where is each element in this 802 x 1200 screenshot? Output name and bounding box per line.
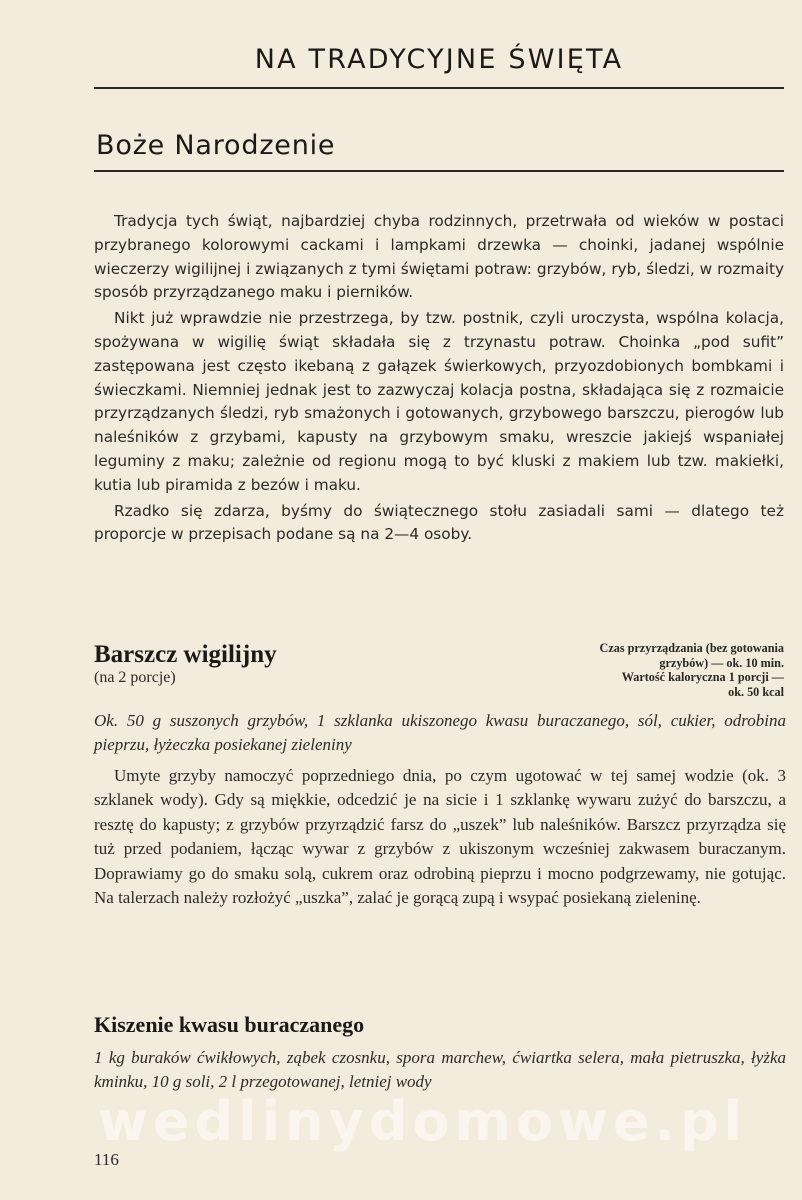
watermark: wedlinydomowe.pl (98, 1090, 748, 1153)
recipe-title: Kiszenie kwasu buraczanego (94, 1012, 365, 1037)
recipe-meta (494, 641, 784, 699)
recipe-title: Barszcz wigilijny (94, 641, 277, 668)
calories-label: Wartość kaloryczna 1 porcji — (621, 670, 784, 684)
prep-time-value: grzybów) — ok. 10 min. (659, 655, 784, 670)
page-number: 116 (94, 1150, 119, 1169)
prep-time-label: Czas przyrządzania (bez gotowania (599, 641, 784, 655)
recipe-ingredients: 1 kg buraków ćwikłowych, ząbek czosnku, spora marchew, ćwiartka selera, mała pietruszka, łyżka kminku, 10 g soli, 2 l przegotowanej, letniej wody (94, 1048, 786, 1091)
calories-value: ok. 50 kcal (728, 684, 784, 699)
recipe-method: Umyte grzyby namoczyć poprzedniego dnia, po czym ugotować w tej samej wodzie (ok. 3 szklanek wody). Gdy są miękkie, odcedzić je na sicie i 1 szklankę wywaru zużyć do barszczu, a resztę do kapusty; z grzybów przyrządzić farsz do „uszek” lub naleśników. Barszcz przyrządza się tuż przed podaniem, łącząc wywar z grzybów z ukiszonym wcześniej zakwasem buraczanym. Doprawiamy go do smaku solą, cukrem oraz odrobiną pieprzu i mocno podgrzewamy, nie gotując. Na talerzach należy rozłożyć „uszka”, zalać je gorącą zupą i wsypać posiekaną zieleninę. (94, 766, 786, 908)
header-rule (94, 87, 784, 89)
recipe-portions: (na 2 porcje) (94, 669, 176, 686)
intro-paragraph: Tradycja tych świąt, najbardziej chyba rodzinnych, przetrwała od wieków w postaci przybranego kolorowymi cackami i lampkami drzewka — choinki, jadanej wspólnie wieczerzy wigilijnej i związanych z tymi świętami potraw: grzybów, ryb, śledzi, w rozmaity sposób przyrządzanego maku i pierników. (94, 212, 784, 302)
running-head: NA TRADYCYJNE ŚWIĘTA (254, 44, 624, 75)
chapter-rule (94, 170, 784, 172)
intro-paragraph: Rzadko się zdarza, byśmy do świątecznego stołu zasiadali sami — dlatego też proporcje w przepisach podane są na 2—4 osoby. (94, 501, 784, 544)
chapter-title: Boże Narodzenie (96, 130, 336, 161)
intro-text (94, 210, 784, 549)
intro-paragraph: Nikt już wprawdzie nie przestrzega, by tzw. postnik, czyli uroczysta, wspólna kolacja, spożywana w wigilię świąt składała się z trzynastu potraw. Choinka „pod sufit” zastępowana jest często ikebaną z gałązek świerkowych, przyozdobionych bombkami i świeczkami. Niemniej jednak jest to zazwyczaj kolacja postna, składająca się z rozmaicie przyrządzanych śledzi, ryb smażonych i gotowanych, grzybowego barszczu, pierogów lub naleśników z grzybami, kapusty na grzybowym smaku, wreszcie jakiejś wspaniałej leguminy z maku; zależnie od regionu mogą to być kluski z makiem lub tzw. makiełki, kutia lub piramida z bezów i maku. (94, 309, 784, 494)
recipe-ingredients: Ok. 50 g suszonych grzybów, 1 szklanka ukiszonego kwasu buraczanego, sól, cukier, odrobina pieprzu, łyżeczka posiekanej zieleniny (94, 711, 786, 754)
